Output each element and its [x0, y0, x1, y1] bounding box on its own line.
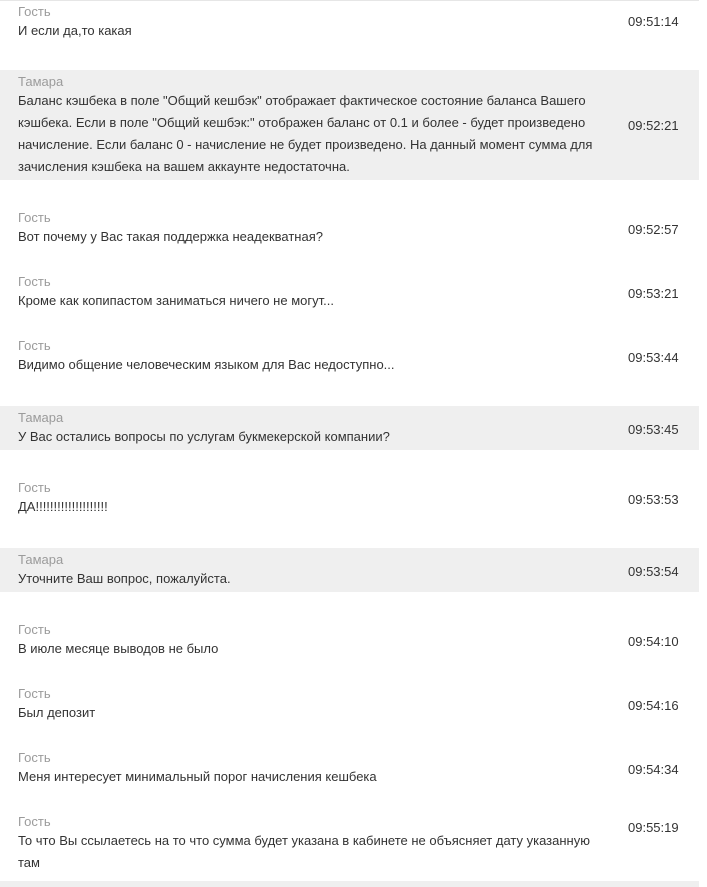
message-author: Гость [18, 622, 51, 637]
message-author: Гость [18, 274, 51, 289]
chat-message [0, 406, 699, 450]
chat-message [0, 810, 699, 870]
message-author: Гость [18, 750, 51, 765]
message-time: 09:53:44 [628, 350, 679, 365]
message-text: Видимо общение человеческим языком для Вас недоступно... [18, 357, 395, 372]
message-text: Уточните Ваш вопрос, пожалуйста. [18, 571, 231, 586]
message-text: У Вас остались вопросы по услугам букмекерской компании? [18, 429, 390, 444]
message-author: Тамара [18, 552, 64, 567]
message-text: То что Вы ссылаетесь на то что сумма будет указана в кабинете не объясняет дату указанную там [18, 833, 590, 870]
chat-message [0, 334, 699, 382]
message-time: 09:53:54 [628, 564, 679, 579]
chat-message [0, 2, 699, 50]
chat-message [0, 70, 699, 180]
message-time: 09:52:57 [628, 222, 679, 237]
chat-message [0, 270, 699, 318]
message-author: Гость [18, 480, 51, 495]
message-author: Гость [18, 686, 51, 701]
message-time: 09:53:21 [628, 286, 679, 301]
message-author: Гость [18, 814, 51, 829]
message-text: Кроме как копипастом заниматься ничего не могут... [18, 293, 334, 308]
message-time: 09:53:45 [628, 422, 679, 437]
message-author: Тамара [18, 410, 64, 425]
message-author: Тамара [18, 74, 64, 89]
message-text: В июле месяце выводов не было [18, 641, 219, 656]
chat-message [0, 682, 699, 730]
message-time: 09:55:19 [628, 820, 679, 835]
top-divider [0, 0, 699, 1]
chat-message [0, 746, 699, 794]
message-author: Гость [18, 210, 51, 225]
chat-message [0, 476, 699, 524]
message-author: Гость [18, 4, 51, 19]
message-text: Меня интересует минимальный порог начисления кешбека [18, 769, 377, 784]
message-text: И если да,то какая [18, 23, 132, 38]
message-text: Баланс кэшбека в поле "Общий кешбэк" отображает фактическое состояние баланса Вашего кэшбека. Если в поле "Общий кешбэк:" отображен баланс от 0.1 и более - будет произведено начисление. Если баланс 0 - начисление не будет произведено. На данный момент сумма для зачисления кэшбека на вашем аккаунте недостаточна. [18, 93, 593, 174]
message-time: 09:51:14 [628, 14, 679, 29]
message-time: 09:54:10 [628, 634, 679, 649]
chat-message [0, 206, 699, 254]
message-text: Вот почему у Вас такая поддержка неадекватная? [18, 229, 323, 244]
message-text: ДА!!!!!!!!!!!!!!!!!!!! [18, 499, 108, 514]
message-time: 09:53:53 [628, 492, 679, 507]
message-author: Гость [18, 338, 51, 353]
message-time: 09:54:16 [628, 698, 679, 713]
message-time: 09:54:34 [628, 762, 679, 777]
chat-message [0, 548, 699, 592]
message-text: Был депозит [18, 705, 96, 720]
message-time: 09:52:21 [628, 118, 679, 133]
next-message-strip [0, 881, 699, 887]
chat-message [0, 618, 699, 666]
